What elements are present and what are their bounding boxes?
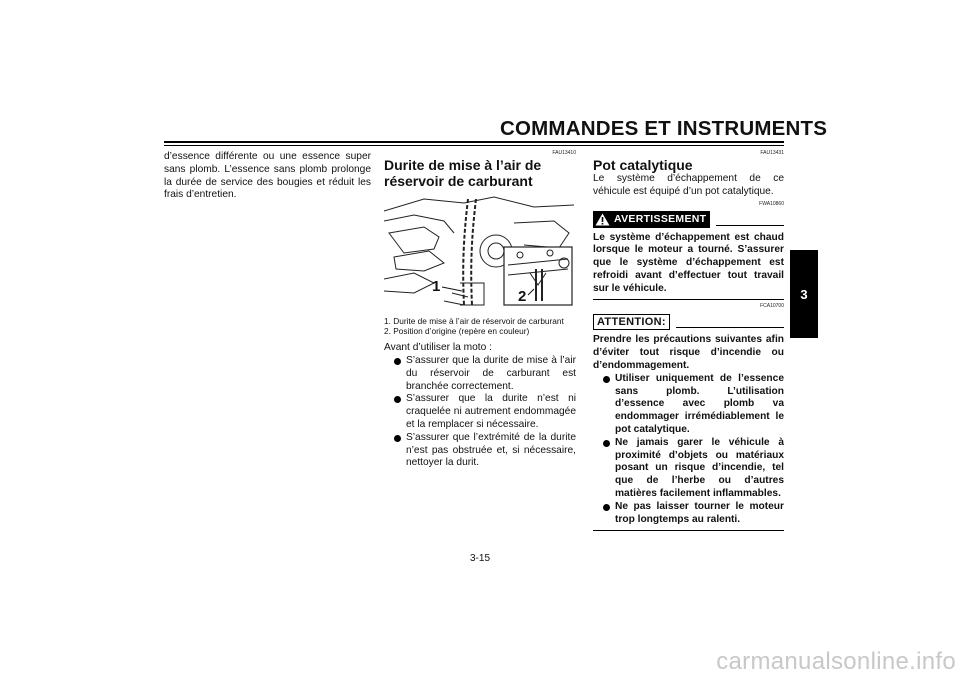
section-heading-catalytic: Pot catalytique: [593, 157, 693, 173]
attention-list: [593, 373, 784, 527]
list-item: S’assurer que l’extrémité de la durite n’est pas obstruée et, si nécessaire, nettoyer la durit.: [384, 432, 576, 470]
figure-label-2: 2: [518, 288, 527, 305]
list-item: S’assurer que la durite n’est ni craquelée ni autrement endommagée et la remplacer si nécessaire.: [384, 393, 576, 431]
warning-header: [593, 211, 784, 228]
section-code: FAU13410: [552, 150, 576, 156]
attention-badge: ATTENTION:: [593, 314, 670, 331]
catalytic-intro: Le système d’échappement de ce véhicule est équipé d’un pot catalytique.: [593, 173, 784, 197]
section-heading-fuel-breather: Durite de mise à l’air de réservoir de carburant: [384, 157, 542, 189]
warning-badge: [593, 211, 710, 228]
checklist: [384, 355, 576, 470]
column-1-text: d’essence différente ou une essence super sans plomb. L’essence sans plomb prolonge la durée de service des bougies et réduit les frais d’entretien.: [164, 151, 371, 201]
warning-triangle-icon: [595, 213, 610, 226]
bullet-icon: [394, 435, 401, 442]
attention-intro: Prendre les précautions suivantes afin d’éviter tout risque d’incendie ou d’endommagement.: [593, 334, 784, 371]
page-number: 3-15: [469, 553, 490, 564]
fuel-breather-hose-illustration: [384, 193, 574, 308]
figure-captions: [384, 316, 576, 336]
bullet-icon: [394, 396, 401, 403]
section-code: FAU13431: [760, 150, 784, 156]
caption-item: 2. Position d’origine (repère en couleur): [384, 326, 530, 336]
chapter-tab: [790, 250, 818, 338]
list-item: Ne jamais garer le véhicule à proximité d’objets ou matériaux posant un risque d’incendie, tel que de l’herbe ou d’autres matières facilement inflammables.: [593, 437, 784, 501]
warning-text: Le système d’échappement est chaud lorsque le moteur a tourné. S’assurer que le système d’échappement est refroidi avant d’effectuer tout travail sur le véhicule.: [593, 231, 784, 294]
list-item: S’assurer que la durite de mise à l’air du réservoir de carburant est branchée correctement.: [384, 355, 576, 393]
chapter-tab-number: 3: [800, 286, 808, 302]
header-rule-thin: [164, 145, 784, 146]
attention-header: [593, 314, 784, 331]
header-rule: [164, 141, 784, 143]
list-item: Ne pas laisser tourner le moteur trop longtemps au ralenti.: [593, 501, 784, 527]
bullet-icon: [603, 440, 610, 447]
warning-label: AVERTISSEMENT: [614, 212, 707, 225]
column-3: [593, 150, 784, 534]
checklist-intro: Avant d’utiliser la moto :: [384, 342, 492, 354]
bullet-icon: [603, 376, 610, 383]
warning-code: FWA10860: [759, 200, 784, 207]
watermark: carmanualsonline.info: [716, 648, 956, 675]
figure-label-1: 1: [432, 278, 441, 295]
bullet-icon: [394, 358, 401, 365]
section-divider: [593, 299, 784, 300]
bullet-icon: [603, 504, 610, 511]
page-header-title: COMMANDES ET INSTRUMENTS: [500, 117, 828, 140]
caption-item: 1. Durite de mise à l’air de réservoir de carburant: [384, 315, 564, 326]
attention-code: FCA10700: [760, 302, 784, 309]
list-item: Utiliser uniquement de l’essence sans plomb. L’utilisation d’essence avec plomb va endommager irrémédiablement le pot catalytique.: [593, 373, 784, 437]
section-end-rule: [593, 530, 784, 531]
column-2: [384, 150, 576, 470]
warning-rule: [716, 225, 784, 226]
attention-rule: [676, 327, 784, 328]
